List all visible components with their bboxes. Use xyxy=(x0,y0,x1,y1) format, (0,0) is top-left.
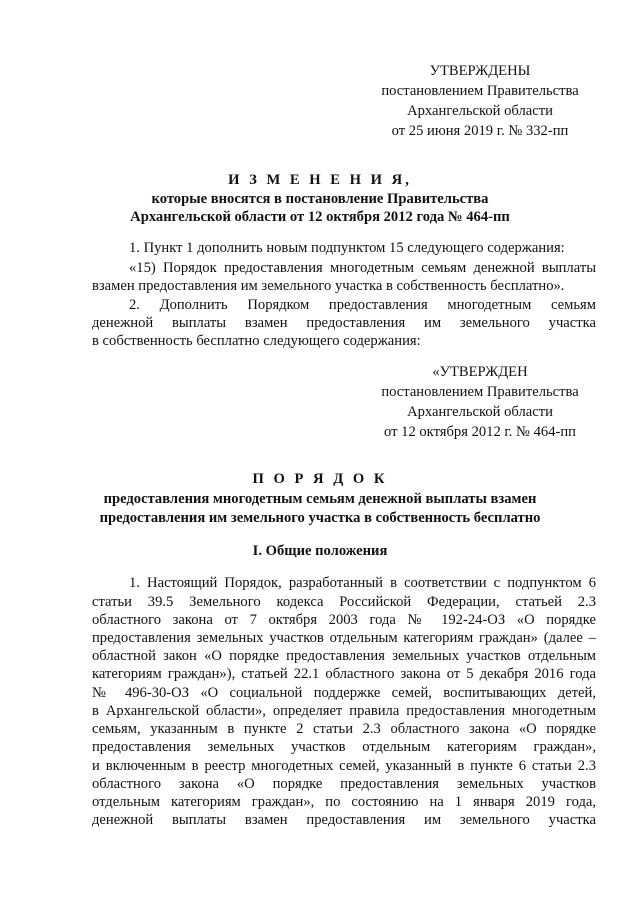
order-title-line2: предоставления им земельного участка в собственность бесплатно xyxy=(99,510,541,526)
approval-block-inner xyxy=(330,362,630,442)
approval-inner-line4: от 12 октября 2012 г. № 464-пп xyxy=(384,424,576,440)
body-line: № 496-30-ОЗ «О социальной поддержке семей, воспитывающих детей, xyxy=(92,685,596,701)
approval-top-line3: Архангельской области xyxy=(407,103,553,119)
section-title: I. Общие положения xyxy=(252,543,388,559)
changes-title-line1: которые вносятся в постановление Правительства xyxy=(151,191,489,207)
body-line: денежной выплаты взамен предоставления им земельного участка xyxy=(92,812,596,828)
body-line: и включенным в реестр многодетных семей, указанный в пункте 6 статьи 2.3 xyxy=(92,758,596,774)
paragraph-2-b: денежной выплаты взамен предоставления им земельного участка xyxy=(92,315,596,331)
approval-inner-line3: Архангельской области xyxy=(407,404,553,420)
approval-top-line2: постановлением Правительства xyxy=(381,83,579,99)
paragraph-2-c: в собственность бесплатно следующего содержания: xyxy=(92,333,421,349)
body-line: статьи 39.5 Земельного кодекса Российской Федерации, статьей 2.3 xyxy=(92,594,596,610)
body-line: областного закона «О порядке предоставления земельных участков xyxy=(92,776,596,792)
changes-title-line2: Архангельской области от 12 октября 2012 года № 464-пп xyxy=(130,209,510,225)
approval-top-line4: от 25 июня 2019 г. № 332-пп xyxy=(391,123,569,139)
body-line: отдельным категориям граждан», по состоянию на 1 января 2019 года, xyxy=(92,794,596,810)
paragraph-1-quote-b: взамен предоставления им земельного участка в собственность бесплатно». xyxy=(92,278,565,294)
body-line: областного закона от 7 октября 2003 года № 192-24-ОЗ «О порядке xyxy=(92,612,596,628)
approval-inner-line1: «УТВЕРЖДЕН xyxy=(432,364,528,380)
body-line: предоставления земельных участков отдельным категориям граждан», xyxy=(92,739,596,755)
order-heading: П О Р Я Д О К xyxy=(252,471,388,487)
body-line: 1. Настоящий Порядок, разработанный в соответствии с подпунктом 6 xyxy=(129,575,596,591)
approval-inner-line2: постановлением Правительства xyxy=(381,384,579,400)
paragraph-2-a: 2. Дополнить Порядком предоставления многодетным семьям xyxy=(129,297,596,313)
paragraph-1-quote-a: «15) Порядок предоставления многодетным семьям денежной выплаты xyxy=(129,260,596,276)
approval-top-line1: УТВЕРЖДЕНЫ xyxy=(429,63,531,79)
body-line: категориям граждан»), статьей 22.1 областного закона от 5 декабря 2016 года xyxy=(92,666,596,682)
body-line: областной закон «О порядке предоставления земельных участков отдельным xyxy=(92,648,596,664)
changes-heading: И З М Е Н Е Н И Я, xyxy=(228,172,412,188)
approval-block-top xyxy=(330,61,630,141)
body-line: в Архангельской области», определяет правила предоставления многодетным xyxy=(92,703,596,719)
paragraph-1: 1. Пункт 1 дополнить новым подпунктом 15 следующего содержания: xyxy=(129,240,565,256)
order-title-line1: предоставления многодетным семьям денежной выплаты взамен xyxy=(103,491,537,507)
body-line: предоставления земельных участков отдельным категориям граждан» (далее – xyxy=(92,630,596,646)
body-line: семьям, указанным в пункте 2 статьи 2.3 областного закона «О порядке xyxy=(92,721,596,737)
